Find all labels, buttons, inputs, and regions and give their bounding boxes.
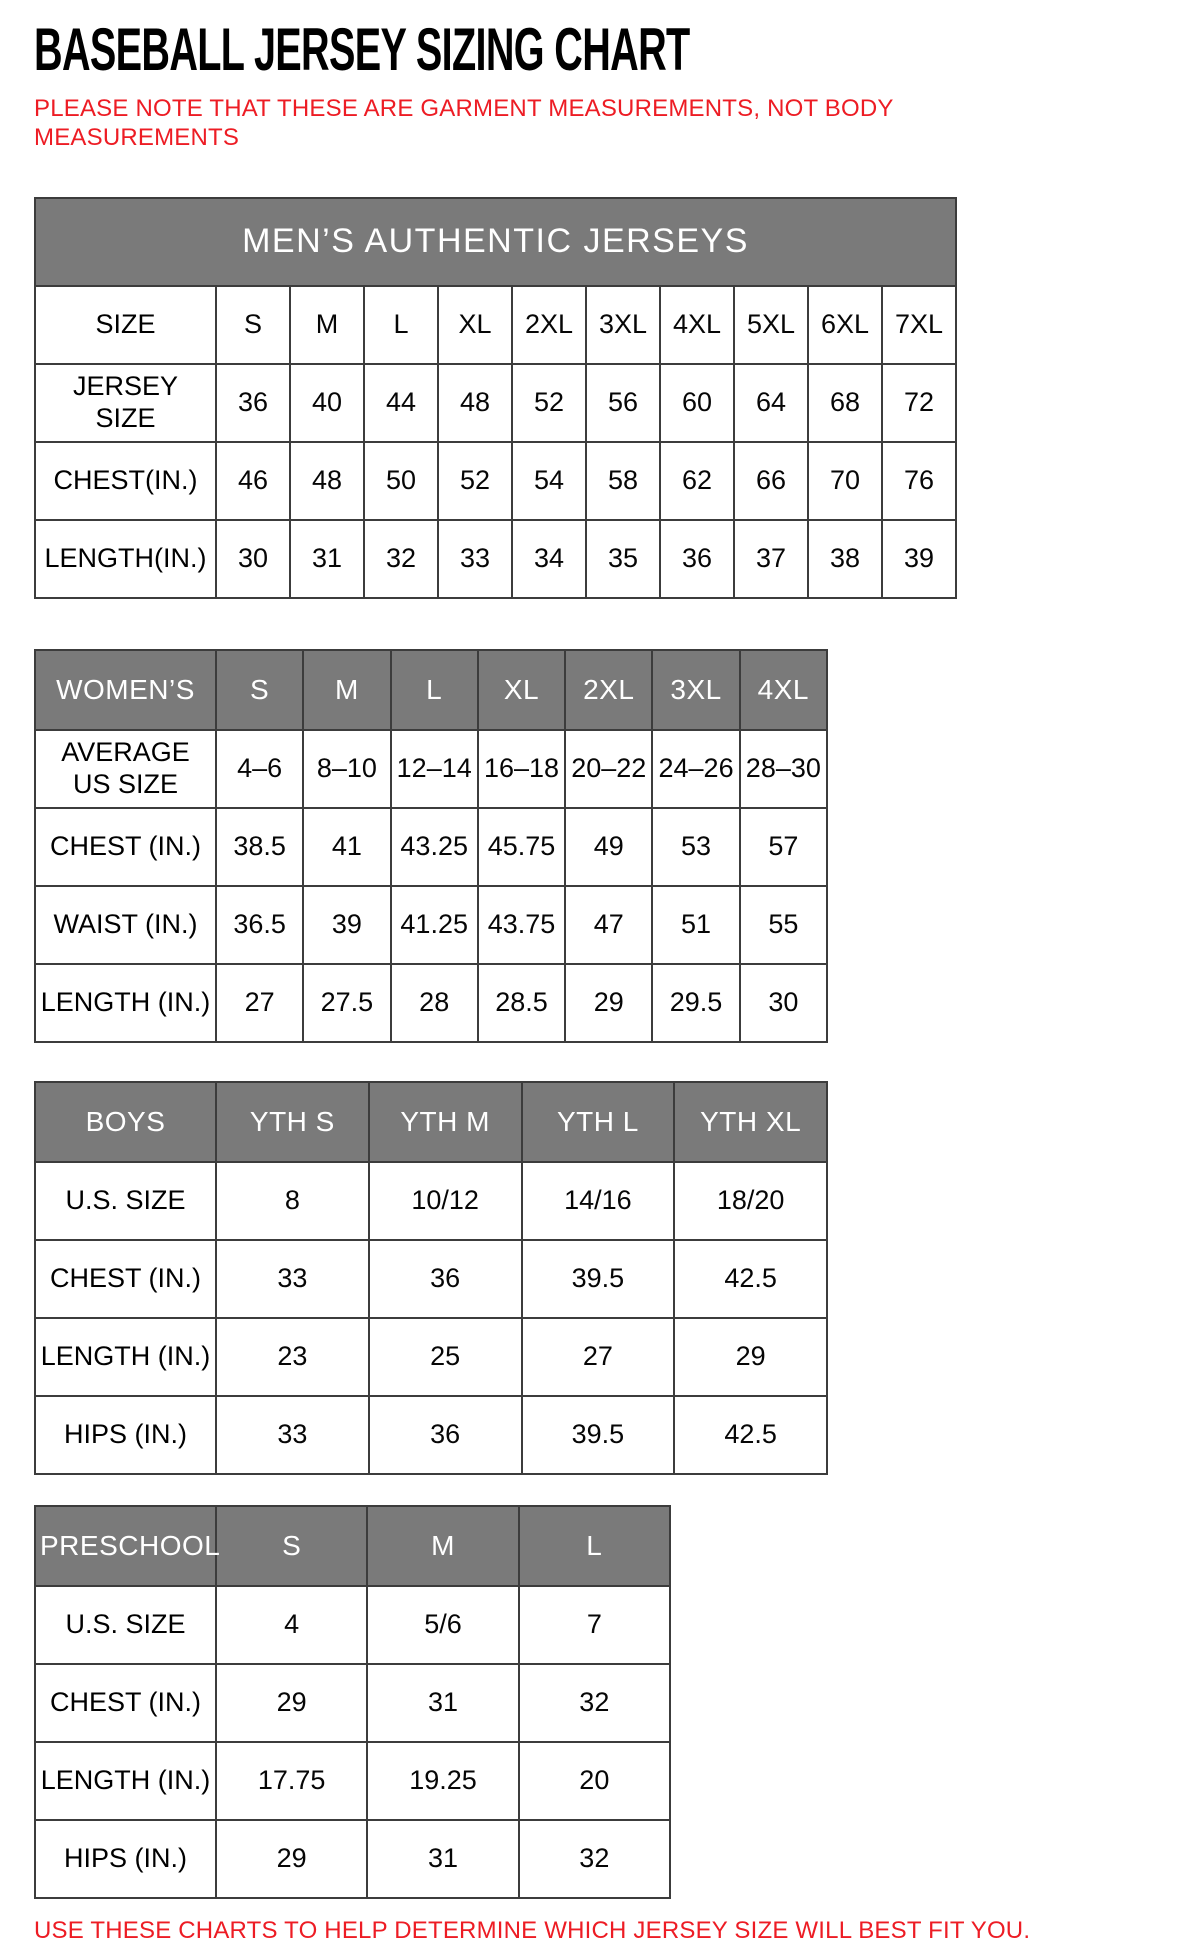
mens-value-cell: 56 xyxy=(586,364,660,442)
preschool-value-cell: 7 xyxy=(519,1586,670,1664)
boys-value-cell: 8 xyxy=(216,1162,369,1240)
mens-row-label: JERSEY SIZE xyxy=(35,364,216,442)
boys-size-column-header: YTH S xyxy=(216,1082,369,1162)
mens-row-label: SIZE xyxy=(35,286,216,364)
preschool-value-cell: 19.25 xyxy=(367,1742,518,1820)
womens-value-cell: 4–6 xyxy=(216,730,303,808)
preschool-value-cell: 17.75 xyxy=(216,1742,367,1820)
womens-value-cell: 38.5 xyxy=(216,808,303,886)
womens-value-cell: 49 xyxy=(565,808,652,886)
womens-size-column-header: S xyxy=(216,650,303,730)
mens-value-cell: 46 xyxy=(216,442,290,520)
preschool-header-label: PRESCHOOL xyxy=(35,1506,216,1586)
boys-value-cell: 39.5 xyxy=(522,1240,675,1318)
boys-size-column-header: YTH XL xyxy=(674,1082,827,1162)
preschool-row-label: LENGTH (IN.) xyxy=(35,1742,216,1820)
womens-value-cell: 16–18 xyxy=(478,730,565,808)
womens-value-cell: 53 xyxy=(652,808,739,886)
preschool-value-cell: 29 xyxy=(216,1820,367,1898)
preschool-size-column-header: S xyxy=(216,1506,367,1586)
preschool-size-column-header: M xyxy=(367,1506,518,1586)
boys-table-row xyxy=(35,1396,827,1474)
boys-value-cell: 33 xyxy=(216,1240,369,1318)
mens-value-cell: 76 xyxy=(882,442,956,520)
mens-table-row xyxy=(35,520,956,598)
mens-value-cell: L xyxy=(364,286,438,364)
boys-sizing-table xyxy=(34,1081,828,1475)
preschool-value-cell: 20 xyxy=(519,1742,670,1820)
boys-value-cell: 29 xyxy=(674,1318,827,1396)
preschool-value-cell: 4 xyxy=(216,1586,367,1664)
mens-value-cell: M xyxy=(290,286,364,364)
mens-value-cell: 2XL xyxy=(512,286,586,364)
womens-value-cell: 27.5 xyxy=(303,964,390,1042)
womens-table-row xyxy=(35,964,827,1042)
footer-note: USE THESE CHARTS TO HELP DETERMINE WHICH JERSEY SIZE WILL BEST FIT YOU. xyxy=(34,1916,1031,1944)
mens-value-cell: 66 xyxy=(734,442,808,520)
mens-row-label: CHEST(IN.) xyxy=(35,442,216,520)
mens-value-cell: 34 xyxy=(512,520,586,598)
womens-value-cell: 51 xyxy=(652,886,739,964)
womens-value-cell: 41 xyxy=(303,808,390,886)
preschool-value-cell: 5/6 xyxy=(367,1586,518,1664)
mens-value-cell: 68 xyxy=(808,364,882,442)
mens-value-cell: XL xyxy=(438,286,512,364)
mens-value-cell: 48 xyxy=(290,442,364,520)
mens-value-cell: 5XL xyxy=(734,286,808,364)
boys-row-label: LENGTH (IN.) xyxy=(35,1318,216,1396)
womens-value-cell: 45.75 xyxy=(478,808,565,886)
boys-value-cell: 42.5 xyxy=(674,1240,827,1318)
mens-value-cell: 33 xyxy=(438,520,512,598)
womens-value-cell: 39 xyxy=(303,886,390,964)
mens-row-label: LENGTH(IN.) xyxy=(35,520,216,598)
womens-size-column-header: 3XL xyxy=(652,650,739,730)
womens-header-label: WOMEN’S xyxy=(35,650,216,730)
mens-value-cell: 64 xyxy=(734,364,808,442)
womens-value-cell: 12–14 xyxy=(391,730,478,808)
womens-value-cell: 43.75 xyxy=(478,886,565,964)
womens-value-cell: 29.5 xyxy=(652,964,739,1042)
mens-value-cell: 48 xyxy=(438,364,512,442)
mens-value-cell: S xyxy=(216,286,290,364)
womens-row-label: LENGTH (IN.) xyxy=(35,964,216,1042)
mens-value-cell: 31 xyxy=(290,520,364,598)
mens-banner-title: MEN’S AUTHENTIC JERSEYS xyxy=(35,198,956,286)
preschool-table-row xyxy=(35,1820,670,1898)
womens-value-cell: 55 xyxy=(740,886,827,964)
preschool-value-cell: 31 xyxy=(367,1664,518,1742)
womens-value-cell: 28–30 xyxy=(740,730,827,808)
preschool-value-cell: 31 xyxy=(367,1820,518,1898)
mens-value-cell: 32 xyxy=(364,520,438,598)
womens-size-column-header: L xyxy=(391,650,478,730)
boys-table-row xyxy=(35,1162,827,1240)
mens-value-cell: 40 xyxy=(290,364,364,442)
boys-value-cell: 36 xyxy=(369,1240,522,1318)
mens-value-cell: 70 xyxy=(808,442,882,520)
mens-value-cell: 52 xyxy=(512,364,586,442)
womens-size-column-header: XL xyxy=(478,650,565,730)
boys-table-row xyxy=(35,1318,827,1396)
womens-value-cell: 28 xyxy=(391,964,478,1042)
preschool-table-row xyxy=(35,1742,670,1820)
boys-value-cell: 36 xyxy=(369,1396,522,1474)
womens-value-cell: 30 xyxy=(740,964,827,1042)
preschool-value-cell: 32 xyxy=(519,1664,670,1742)
womens-size-column-header: M xyxy=(303,650,390,730)
womens-row-label: WAIST (IN.) xyxy=(35,886,216,964)
mens-value-cell: 4XL xyxy=(660,286,734,364)
boys-value-cell: 25 xyxy=(369,1318,522,1396)
mens-value-cell: 36 xyxy=(660,520,734,598)
preschool-size-column-header: L xyxy=(519,1506,670,1586)
preschool-row-label: U.S. SIZE xyxy=(35,1586,216,1664)
boys-size-column-header: YTH M xyxy=(369,1082,522,1162)
tables-container xyxy=(34,197,1166,1899)
womens-value-cell: 29 xyxy=(565,964,652,1042)
mens-value-cell: 62 xyxy=(660,442,734,520)
boys-value-cell: 33 xyxy=(216,1396,369,1474)
preschool-header-row xyxy=(35,1506,670,1586)
womens-value-cell: 57 xyxy=(740,808,827,886)
boys-header-row xyxy=(35,1082,827,1162)
mens-value-cell: 54 xyxy=(512,442,586,520)
womens-value-cell: 36.5 xyxy=(216,886,303,964)
boys-row-label: U.S. SIZE xyxy=(35,1162,216,1240)
mens-value-cell: 52 xyxy=(438,442,512,520)
boys-row-label: HIPS (IN.) xyxy=(35,1396,216,1474)
mens-value-cell: 58 xyxy=(586,442,660,520)
page-title: BASEBALL JERSEY SIZING CHART xyxy=(34,16,690,83)
mens-table-row xyxy=(35,364,956,442)
womens-table-row xyxy=(35,886,827,964)
boys-size-column-header: YTH L xyxy=(522,1082,675,1162)
boys-value-cell: 39.5 xyxy=(522,1396,675,1474)
boys-value-cell: 14/16 xyxy=(522,1162,675,1240)
mens-value-cell: 36 xyxy=(216,364,290,442)
womens-size-column-header: 2XL xyxy=(565,650,652,730)
boys-value-cell: 23 xyxy=(216,1318,369,1396)
mens-value-cell: 50 xyxy=(364,442,438,520)
womens-table-row xyxy=(35,730,827,808)
womens-value-cell: 41.25 xyxy=(391,886,478,964)
boys-value-cell: 10/12 xyxy=(369,1162,522,1240)
boys-value-cell: 42.5 xyxy=(674,1396,827,1474)
mens-value-cell: 30 xyxy=(216,520,290,598)
womens-table-row xyxy=(35,808,827,886)
mens-value-cell: 37 xyxy=(734,520,808,598)
womens-value-cell: 28.5 xyxy=(478,964,565,1042)
womens-size-column-header: 4XL xyxy=(740,650,827,730)
boys-table-row xyxy=(35,1240,827,1318)
preschool-sizing-table xyxy=(34,1505,671,1899)
mens-table-row xyxy=(35,442,956,520)
womens-sizing-table xyxy=(34,649,828,1043)
boys-row-label: CHEST (IN.) xyxy=(35,1240,216,1318)
womens-value-cell: 24–26 xyxy=(652,730,739,808)
boys-value-cell: 18/20 xyxy=(674,1162,827,1240)
preschool-table-row xyxy=(35,1586,670,1664)
mens-value-cell: 3XL xyxy=(586,286,660,364)
garment-measurements-note: PLEASE NOTE THAT THESE ARE GARMENT MEASUREMENTS, NOT BODY MEASUREMENTS xyxy=(34,95,894,152)
mens-banner-row xyxy=(35,198,956,286)
preschool-value-cell: 32 xyxy=(519,1820,670,1898)
mens-value-cell: 7XL xyxy=(882,286,956,364)
preschool-table-row xyxy=(35,1664,670,1742)
preschool-value-cell: 29 xyxy=(216,1664,367,1742)
womens-row-label: AVERAGE US SIZE xyxy=(35,730,216,808)
boys-value-cell: 27 xyxy=(522,1318,675,1396)
womens-header-row xyxy=(35,650,827,730)
womens-value-cell: 43.25 xyxy=(391,808,478,886)
mens-value-cell: 72 xyxy=(882,364,956,442)
boys-header-label: BOYS xyxy=(35,1082,216,1162)
womens-value-cell: 20–22 xyxy=(565,730,652,808)
mens-value-cell: 60 xyxy=(660,364,734,442)
womens-value-cell: 8–10 xyxy=(303,730,390,808)
mens-value-cell: 39 xyxy=(882,520,956,598)
preschool-row-label: CHEST (IN.) xyxy=(35,1664,216,1742)
mens-value-cell: 35 xyxy=(586,520,660,598)
mens-value-cell: 6XL xyxy=(808,286,882,364)
preschool-row-label: HIPS (IN.) xyxy=(35,1820,216,1898)
womens-value-cell: 47 xyxy=(565,886,652,964)
mens-value-cell: 38 xyxy=(808,520,882,598)
mens-sizing-table xyxy=(34,197,957,599)
womens-row-label: CHEST (IN.) xyxy=(35,808,216,886)
womens-value-cell: 27 xyxy=(216,964,303,1042)
mens-value-cell: 44 xyxy=(364,364,438,442)
mens-table-row xyxy=(35,286,956,364)
